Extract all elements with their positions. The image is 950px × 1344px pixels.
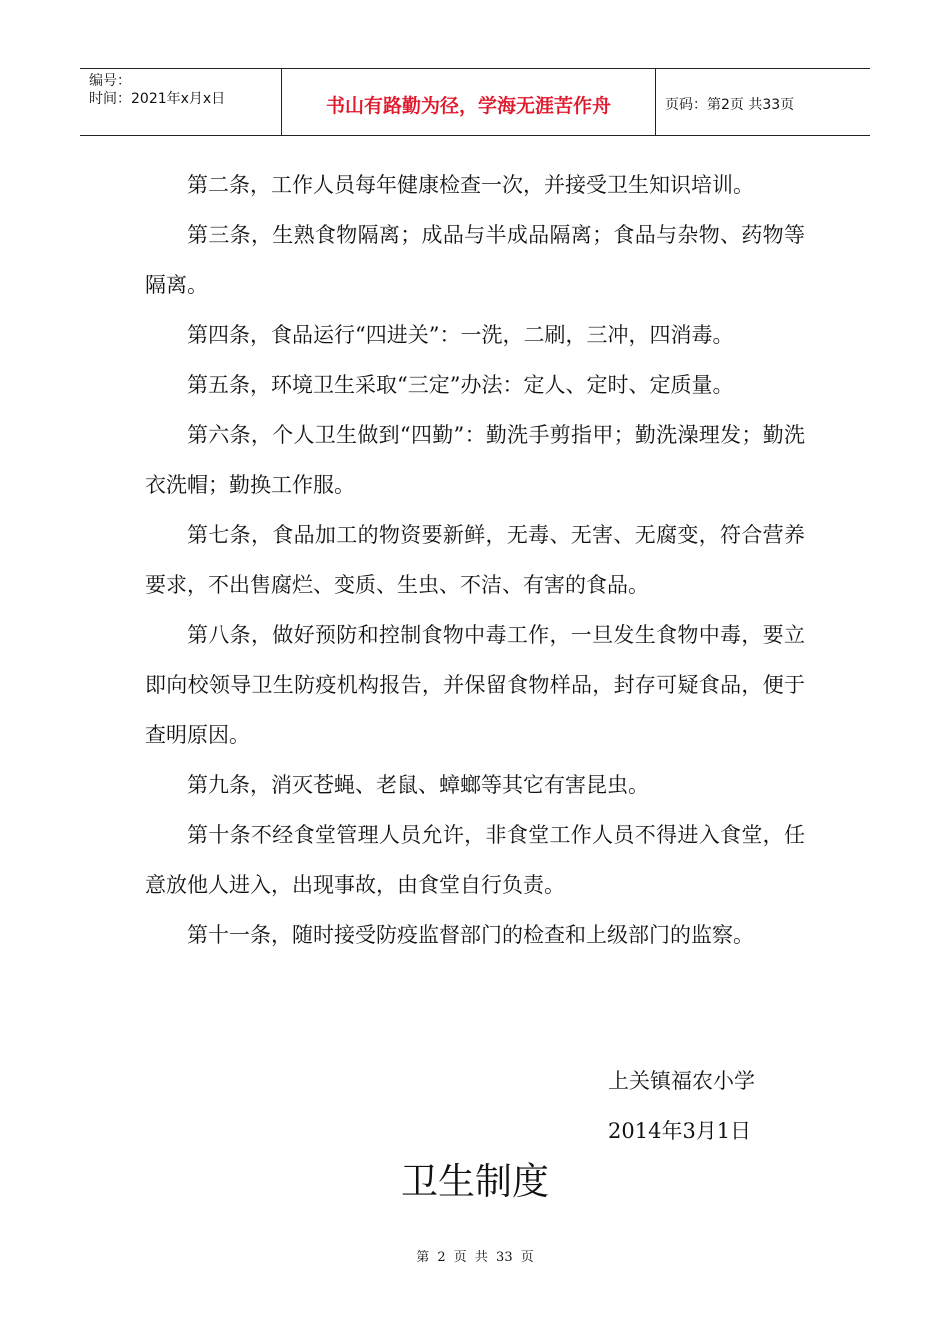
document-time-label: 时间：2021年x月x日 xyxy=(89,91,226,107)
article-9: 第九条，消灭苍蝇、老鼠、蟑螂等其它有害昆虫。 xyxy=(187,773,649,797)
article-10: 第十条不经食堂管理人员允许，非食堂工作人员不得进入食堂，任意放他人进入，出现事故，由食堂自行负责。 xyxy=(145,823,805,897)
document-number-label: 编号： xyxy=(89,73,131,89)
article-3: 第三条，生熟食物隔离；成品与半成品隔离；食品与杂物、药物等隔离。 xyxy=(145,223,805,297)
article-7: 第七条，食品加工的物资要新鲜，无毒、无害、无腐变，符合营养要求，不出售腐烂、变质、生虫、不洁、有害的食品。 xyxy=(145,523,805,597)
article-11: 第十一条，随时接受防疫监督部门的检查和上级部门的监察。 xyxy=(187,923,754,947)
header-page-info: 页码：第2页 共33页 xyxy=(665,97,795,113)
signature-date: 2014年3月1日 xyxy=(608,1119,752,1143)
header-meta xyxy=(80,69,282,135)
document-body xyxy=(145,160,805,960)
document-title: 卫生制度 xyxy=(401,1160,549,1203)
signature-block xyxy=(608,1056,755,1156)
article-8: 第八条，做好预防和控制食物中毒工作，一旦发生食物中毒，要立即向校领导卫生防疫机构报告，并保留食物样品，封存可疑食品，便于查明原因。 xyxy=(145,623,805,747)
header-motto: 书山有路勤为径，学海无涯苦作舟 xyxy=(282,69,656,135)
article-5: 第五条，环境卫生采取“三定”办法：定人、定时、定质量。 xyxy=(187,373,734,397)
page-footer: 第 2 页 共 33 页 xyxy=(416,1250,534,1265)
article-4: 第四条，食品运行“四进关”：一洗，二刷，三冲，四消毒。 xyxy=(187,323,734,347)
article-6: 第六条，个人卫生做到“四勤”：勤洗手剪指甲；勤洗澡理发；勤洗衣洗帽；勤换工作服。 xyxy=(145,423,805,497)
page-header xyxy=(80,68,870,136)
article-2: 第二条，工作人员每年健康检查一次，并接受卫生知识培训。 xyxy=(187,173,754,197)
signature-org: 上关镇福农小学 xyxy=(608,1069,755,1093)
